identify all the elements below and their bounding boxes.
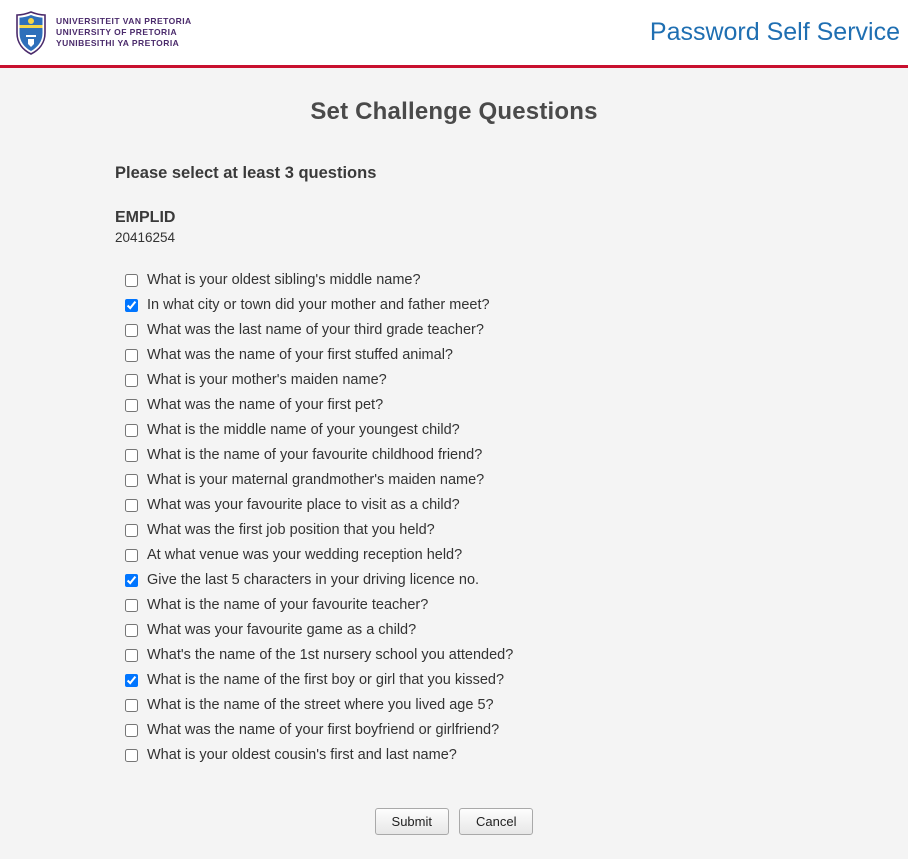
question-label: What is the name of the street where you lived age 5?	[147, 697, 494, 713]
question-checkbox[interactable]	[125, 749, 138, 762]
question-label: What was the last name of your third grade teacher?	[147, 322, 484, 338]
question-label: What was the first job position that you held?	[147, 522, 435, 538]
university-name-block	[56, 16, 192, 49]
question-label: What is your maternal grandmother's maiden name?	[147, 472, 485, 488]
question-checkbox[interactable]	[125, 549, 138, 562]
question-label: What is the middle name of your youngest child?	[147, 422, 460, 438]
question-row[interactable]	[125, 471, 794, 491]
question-checkbox[interactable]	[125, 574, 138, 587]
question-checkbox[interactable]	[125, 624, 138, 637]
challenge-question-list	[114, 271, 794, 766]
main-content	[0, 68, 908, 835]
question-checkbox[interactable]	[125, 649, 138, 662]
question-label: What is the name of your favourite teacher?	[147, 597, 429, 613]
question-label: What was the name of your first stuffed animal?	[147, 347, 453, 363]
question-checkbox[interactable]	[125, 699, 138, 712]
question-row[interactable]	[125, 621, 794, 641]
question-checkbox[interactable]	[125, 724, 138, 737]
app-title: Password Self Service	[649, 18, 900, 46]
form-actions	[114, 808, 794, 835]
question-checkbox[interactable]	[125, 424, 138, 437]
question-row[interactable]	[125, 396, 794, 416]
question-row[interactable]	[125, 496, 794, 516]
cancel-button[interactable]: Cancel	[459, 808, 533, 835]
page-header	[0, 0, 908, 68]
question-checkbox[interactable]	[125, 299, 138, 312]
question-row[interactable]	[125, 596, 794, 616]
question-row[interactable]	[125, 271, 794, 291]
question-checkbox[interactable]	[125, 324, 138, 337]
question-checkbox[interactable]	[125, 674, 138, 687]
question-checkbox[interactable]	[125, 349, 138, 362]
question-label: What is your oldest sibling's middle name?	[147, 272, 421, 288]
question-checkbox[interactable]	[125, 499, 138, 512]
question-row[interactable]	[125, 721, 794, 741]
question-row[interactable]	[125, 521, 794, 541]
question-checkbox[interactable]	[125, 524, 138, 537]
form-container	[114, 164, 794, 835]
university-branding	[0, 11, 192, 55]
question-row[interactable]	[125, 571, 794, 591]
question-label: What is the name of your favourite childhood friend?	[147, 447, 483, 463]
emplid-value: 20416254	[115, 230, 176, 245]
question-label: Give the last 5 characters in your driving licence no.	[147, 572, 480, 588]
question-label: What is your mother's maiden name?	[147, 372, 387, 388]
question-row[interactable]	[125, 746, 794, 766]
page-title: Set Challenge Questions	[310, 98, 598, 125]
emplid-label: EMPLID	[115, 209, 176, 226]
question-row[interactable]	[125, 346, 794, 366]
university-crest-icon	[14, 11, 48, 55]
question-label: What is the name of the first boy or girl that you kissed?	[147, 672, 505, 688]
question-label: What was your favourite place to visit as a child?	[147, 497, 460, 513]
question-label: What is your oldest cousin's first and last name?	[147, 747, 457, 763]
submit-button[interactable]: Submit	[375, 808, 449, 835]
question-label: What was your favourite game as a child?	[147, 622, 417, 638]
question-row[interactable]	[125, 696, 794, 716]
question-checkbox[interactable]	[125, 474, 138, 487]
question-checkbox[interactable]	[125, 399, 138, 412]
question-row[interactable]	[125, 296, 794, 316]
question-row[interactable]	[125, 421, 794, 441]
question-label: In what city or town did your mother and father meet?	[147, 297, 490, 313]
question-row[interactable]	[125, 671, 794, 691]
question-label: What was the name of your first boyfriend or girlfriend?	[147, 722, 500, 738]
question-checkbox[interactable]	[125, 374, 138, 387]
question-label: What's the name of the 1st nursery school you attended?	[147, 647, 514, 663]
question-label: What was the name of your first pet?	[147, 397, 384, 413]
university-name-af: UNIVERSITEIT VAN PRETORIA	[56, 16, 192, 27]
university-name-en: UNIVERSITY OF PRETORIA	[56, 27, 178, 38]
instruction-text: Please select at least 3 questions	[115, 164, 377, 182]
question-checkbox[interactable]	[125, 449, 138, 462]
question-row[interactable]	[125, 546, 794, 566]
question-row[interactable]	[125, 646, 794, 666]
question-row[interactable]	[125, 371, 794, 391]
question-row[interactable]	[125, 321, 794, 341]
question-label: At what venue was your wedding reception held?	[147, 547, 463, 563]
university-name-nso: YUNIBESITHI YA PRETORIA	[56, 37, 180, 48]
question-row[interactable]	[125, 446, 794, 466]
question-checkbox[interactable]	[125, 274, 138, 287]
question-checkbox[interactable]	[125, 599, 138, 612]
